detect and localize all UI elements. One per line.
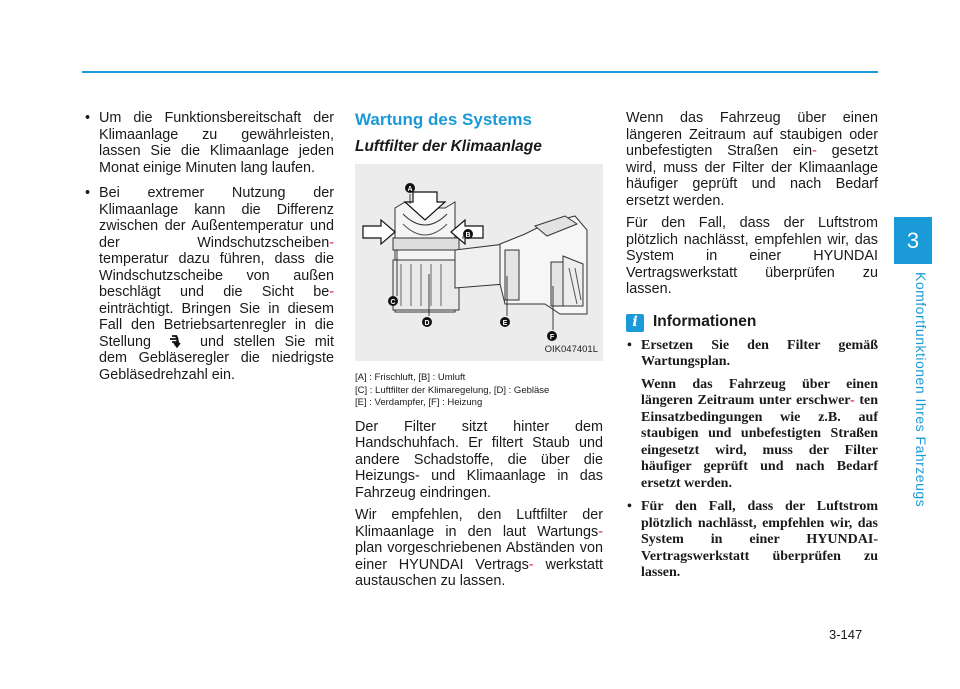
- paragraph-dusty-roads: Wenn das Fahrzeug über einen längeren Zeitraum auf staubigen oder unbefestigten Straßen ein- gesetzt wird, muss der Filter der Klimaanlage häufiger geprüft und nach Bedarf ersetzt werden.: [626, 110, 879, 209]
- svg-text:A: A: [407, 186, 413, 193]
- svg-text:B: B: [465, 232, 471, 239]
- section-title: Wartung des Systems: [355, 110, 532, 129]
- info-text: Für den Fall, dass der Luftstrom plötzlich nachlässt, empfehlen wir, das System in einer HYUNDAI-Vertragswerkstatt überprüfen zu lassen.: [641, 499, 878, 580]
- list-item: [82, 110, 334, 176]
- callout-e: [500, 317, 510, 327]
- caption-line: [E] : Verdampfer, [F] : Heizung: [355, 397, 483, 408]
- chapter-number-tab: 3: [894, 217, 932, 264]
- subsection-title: Luftfilter der Klimaanlage: [355, 138, 542, 155]
- bullet-dot: •: [627, 499, 632, 514]
- list-item: [626, 499, 878, 582]
- airflow-arrow-left: [363, 220, 395, 244]
- bullet-dot: •: [85, 110, 91, 126]
- hyphen: -: [528, 556, 534, 573]
- svg-text:E: E: [502, 320, 508, 327]
- paragraph-airflow: Für den Fall, dass der Luftstrom plötzlich nachlässt, empfehlen wir, das System in einer HYUNDAI Vertragswerkstatt überprüfen zu lassen.: [626, 215, 878, 297]
- bullet-text: Um die Funktionsbereitschaft der Klimaanlage zu gewährleisten, lassen Sie die Klimaanlage jeden Monat einige Minuten lang laufen.: [99, 110, 334, 176]
- list-item: [626, 338, 878, 493]
- list-item: [82, 185, 334, 383]
- bullet-dot: •: [85, 185, 91, 201]
- paragraph-filter-recommendation: Wir empfehlen, den Luftfilter der Klimaanlage in den laut Wartungs- plan vorgeschriebenen Abständen von einer HYUNDAI Vertrags- werkstatt austauschen zu lassen.: [355, 507, 604, 589]
- callout-a: [405, 183, 415, 193]
- hyphen: -: [598, 523, 603, 540]
- callout-b: [463, 229, 473, 239]
- bullet-text: Bei extremer Nutzung der Klimaanlage kann die Differenz zwischen der Außentemperatur und der Windschutzscheiben- temperatur dazu führen, dass die Windschutzscheibe von außen beschlägt und die Sicht be- einträchtigt. Bringen Sie in diesem Fall den Betriebsartenregler in die Stellung und stellen Sie mit dem Gebläseregler die niedrigste Gebläsedrehzahl ein.: [99, 185, 334, 383]
- column-middle: [355, 110, 603, 590]
- caption-line: [C] : Luftfilter der Klimaregelung, [D] : Gebläse: [355, 384, 550, 396]
- hyphen: -: [329, 234, 334, 251]
- hyphen: -: [329, 284, 334, 300]
- svg-text:D: D: [424, 320, 430, 327]
- hyphen: -: [812, 143, 817, 159]
- top-rule: [82, 71, 878, 73]
- page-number: 3-147: [829, 627, 863, 642]
- callout-d: [422, 317, 432, 327]
- info-icon: i: [626, 314, 644, 332]
- info-list: [626, 338, 878, 582]
- caption-line: [A] : Frischluft, [B] : Umluft: [355, 372, 466, 383]
- column-left: [82, 110, 334, 392]
- bullet-list: [82, 110, 334, 383]
- chapter-title: Komfortfunktionen Ihres Fahrzeugs: [913, 272, 929, 508]
- paragraph-filter-location: Der Filter sitzt hinter dem Handschuhfach. Er filtert Staub und andere Schadstoffe, die über die Heizungs- und Klimaanlage in das Fahrzeug eindringen.: [355, 418, 603, 501]
- air-filter-diagram: [355, 164, 603, 361]
- column-right: [626, 110, 878, 589]
- info-header: [626, 314, 878, 332]
- windshield-airflow-icon: [160, 334, 190, 348]
- svg-text:C: C: [390, 299, 396, 306]
- hvac-drawing: [355, 164, 603, 361]
- info-text: Wenn das Fahrzeug über einen längeren Zeitraum unter erschwer- ten Einsatzbedingungen wie z.B. auf staubigen und unbefestigten Straßen eingesetzt wird, muss der Filter häufiger geprüft und nach Bedarf ersetzt werden.: [641, 376, 879, 491]
- figure-code: OIK047401L: [544, 343, 598, 355]
- bullet-dot: •: [627, 337, 632, 353]
- svg-text:F: F: [549, 334, 555, 341]
- callout-c: [388, 296, 398, 306]
- hyphen: -: [849, 393, 855, 408]
- info-text: Ersetzen Sie den Filter gemäß Wartungsplan.: [641, 337, 878, 369]
- figure-caption: [355, 372, 603, 410]
- info-title: Informationen: [653, 313, 757, 331]
- callout-f: [547, 331, 557, 341]
